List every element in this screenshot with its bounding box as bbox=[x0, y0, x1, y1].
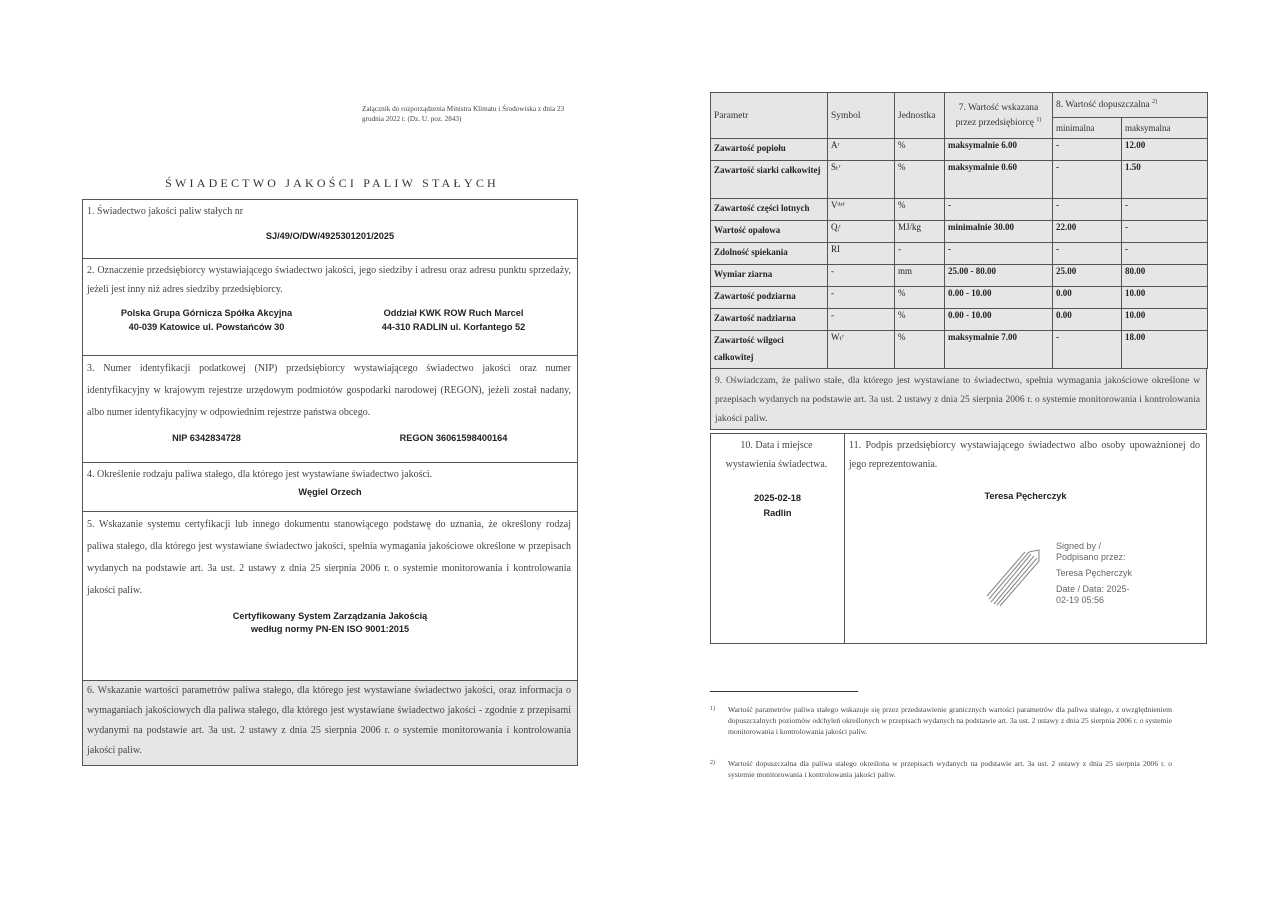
min-value-cell: 25.00 bbox=[1053, 265, 1122, 287]
header-indicated-value: 7. Wartość wskazana przez przedsiębiorcę $^{1)}$ bbox=[945, 93, 1053, 139]
fuel-type: Węgiel Orzech bbox=[298, 487, 362, 497]
max-value-cell: - bbox=[1122, 199, 1208, 221]
section-1-certificate-number bbox=[82, 199, 578, 259]
table-row bbox=[711, 161, 1208, 199]
param-cell: Zdolność spiekania bbox=[711, 243, 828, 265]
section-9-declaration bbox=[710, 368, 1207, 430]
section-2-heading: 2. Oznaczenie przedsiębiorcy wystawiającego świadectwo jakości, jego siedziby i adresu oraz adresu punktu sprzedaży, jeżeli jest inny niż adres siedziby przedsiębiorcy. bbox=[87, 265, 571, 295]
header-unit: Jednostka bbox=[895, 93, 945, 139]
max-value-cell: 10.00 bbox=[1122, 287, 1208, 309]
table-row bbox=[711, 309, 1208, 331]
param-cell: Wartość opałowa bbox=[711, 221, 828, 243]
table-row bbox=[711, 139, 1208, 161]
certification-standard: według normy PN-EN ISO 9001:2015 bbox=[250, 624, 410, 634]
min-value-cell: 0.00 bbox=[1053, 309, 1122, 331]
section-11-heading: 11. Podpis przedsiębiorcy wystawiającego świadectwo albo osoby upoważnionej do jego reprezentowania. bbox=[849, 440, 1200, 470]
indicated-value-cell: 0.00 - 10.00 bbox=[945, 309, 1053, 331]
min-value-cell: 0.00 bbox=[1053, 287, 1122, 309]
table-row bbox=[711, 331, 1208, 369]
header-max: maksymalna bbox=[1122, 118, 1208, 139]
param-cell: Zawartość siarki całkowitej bbox=[711, 161, 828, 199]
indicated-value-cell: maksymalnie 7.00 bbox=[945, 331, 1053, 369]
section-10-date-place bbox=[710, 433, 845, 644]
footnote-1: 1) Wartość parametrów paliwa stałego wskazuje się przez przedstawienie granicznych wartości parametrów dla paliwa stałego, z uwzględnieniem dopuszczalnych poziomów odchyleń określonych w przepisach wydanych na podstawie art. 3a ust. 2 ustawy z dnia 25 sierpnia 2006 r. o systemie monitorowania i kontrolowania jakości paliw. bbox=[710, 705, 1172, 737]
unit-cell: % bbox=[895, 161, 945, 199]
unit-cell: mm bbox=[895, 265, 945, 287]
table-row bbox=[711, 199, 1208, 221]
param-cell: Zawartość podziarna bbox=[711, 287, 828, 309]
max-value-cell: 80.00 bbox=[1122, 265, 1208, 287]
symbol-cell: - bbox=[828, 265, 895, 287]
table-row bbox=[711, 243, 1208, 265]
max-value-cell: 12.00 bbox=[1122, 139, 1208, 161]
section-10-heading: 10. Data i miejsce wystawienia świadectwa. bbox=[725, 440, 828, 470]
unit-cell: MJ/kg bbox=[895, 221, 945, 243]
header-parameter: Parametr bbox=[711, 93, 828, 139]
symbol-cell: - bbox=[828, 309, 895, 331]
issuer-addresses bbox=[83, 306, 577, 334]
symbol-cell: RI bbox=[828, 243, 895, 265]
max-value-cell: 10.00 bbox=[1122, 309, 1208, 331]
symbol-cell: Qᵢʳ bbox=[828, 221, 895, 243]
section-5-heading: 5. Wskazanie systemu certyfikacji lub innego dokumentu stanowiącego podstawę do uznania, że określony rodzaj paliwa stałego, dla którego jest wystawiane świadectwo jakości, spełnia wymagania jakościowe określone w przepisach wydanych na podstawie art. 3a ust. 2 ustawy z dnia 25 sierpnia 2006 r. o systemie monitorowania i kontrolowania jakości paliw. bbox=[87, 519, 571, 596]
regon-number: REGON 36061598400164 bbox=[399, 433, 508, 443]
table-header-row bbox=[711, 93, 1208, 118]
min-value-cell: - bbox=[1053, 243, 1122, 265]
max-value-cell: 1.50 bbox=[1122, 161, 1208, 199]
indicated-value-cell: 0.00 - 10.00 bbox=[945, 287, 1053, 309]
unit-cell: % bbox=[895, 331, 945, 369]
declaration-text: 9. Oświadczam, że paliwo stałe, dla którego jest wystawiane to świadectwo, spełnia wymagania jakościowe określone w przepisach wydanych na podstawie art. 3a ust. 2 ustawy z dnia 25 sierpnia 2006 r. o systemie monitorowania i kontrolowania jakości paliw. bbox=[715, 375, 1200, 424]
section-11-signature bbox=[844, 433, 1207, 644]
digital-signature-stamp: Signed by / Podpisano przez: Teresa Pęcherczyk Date / Data: 2025- 02-19 05:56 bbox=[1056, 541, 1133, 605]
header-allowed-value: 8. Wartość dopuszczalna $^{2)}$ bbox=[1053, 93, 1208, 118]
symbol-cell: Sₜʳ bbox=[828, 161, 895, 199]
parameters-table bbox=[710, 92, 1208, 369]
symbol-cell: - bbox=[828, 287, 895, 309]
issuer-branch-name: Oddział KWK ROW Ruch Marcel bbox=[383, 308, 524, 318]
unit-cell: % bbox=[895, 287, 945, 309]
indicated-value-cell: - bbox=[945, 199, 1053, 221]
param-cell: Wymiar ziarna bbox=[711, 265, 828, 287]
min-value-cell: 22.00 bbox=[1053, 221, 1122, 243]
issuer-branch-address: 44-310 RADLIN ul. Korfantego 52 bbox=[381, 322, 526, 332]
signatory-name: Teresa Pęcherczyk bbox=[984, 491, 1067, 501]
document-title: ŚWIADECTWO JAKOŚCI PALIW STAŁYCH bbox=[165, 176, 499, 190]
header-min: minimalna bbox=[1053, 118, 1122, 139]
section-6-parameters bbox=[82, 680, 578, 766]
symbol-cell: Aʳ bbox=[828, 139, 895, 161]
unit-cell: % bbox=[895, 199, 945, 221]
section-6-heading: 6. Wskazanie wartości parametrów paliwa stałego, dla którego jest wystawiane świadectwo jakości, oraz informacja o wymaganiach jakościowych dla paliwa stałego, dla którego jest wystawiane świadectwo jakości - zgodnie z przepisami wydanymi na podstawie art. 3a ust. 2 ustawy z dnia 25 sierpnia 2006 r. o systemie monitorowania i kontrolowania jakości paliw. bbox=[87, 685, 571, 756]
tax-id-values bbox=[83, 431, 577, 445]
issuer-company-name: Polska Grupa Górnicza Spółka Akcyjna bbox=[120, 308, 293, 318]
header-symbol: Symbol bbox=[828, 93, 895, 139]
min-value-cell: - bbox=[1053, 161, 1122, 199]
section-1-heading: 1. Świadectwo jakości paliw stałych nr bbox=[87, 206, 244, 217]
table-row bbox=[711, 221, 1208, 243]
min-value-cell: - bbox=[1053, 331, 1122, 369]
certificate-number: SJ/49/O/DW/4925301201/2025 bbox=[265, 231, 395, 241]
section-3-tax-ids bbox=[82, 355, 578, 463]
unit-cell: - bbox=[895, 243, 945, 265]
footnote-2: 2) Wartość dopuszczalna dla paliwa stałego określona w przepisach wydanych na podstawie art. 3a ust. 2 ustawy z dnia 25 sierpnia 2006 r. o systemie monitorowania i kontrolowania jakości paliw. bbox=[710, 759, 1172, 780]
unit-cell: % bbox=[895, 309, 945, 331]
unit-cell: % bbox=[895, 139, 945, 161]
issue-date: 2025-02-18 bbox=[754, 493, 801, 503]
section-5-certification bbox=[82, 511, 578, 681]
indicated-value-cell: minimalnie 30.00 bbox=[945, 221, 1053, 243]
max-value-cell: 18.00 bbox=[1122, 331, 1208, 369]
footnote-separator bbox=[710, 691, 858, 692]
issue-place: Radlin bbox=[763, 508, 792, 518]
section-4-fuel-type bbox=[82, 462, 578, 512]
annex-note: Załącznik do rozporządzenia Ministra Klimatu i Środowiska z dnia 23 grudnia 2022 r. (Dz. U. poz. 2843) bbox=[362, 105, 565, 123]
symbol-cell: Wₜʳ bbox=[828, 331, 895, 369]
param-cell: Zawartość popiołu bbox=[711, 139, 828, 161]
max-value-cell: - bbox=[1122, 221, 1208, 243]
signature-pen-icon bbox=[985, 546, 1047, 608]
indicated-value-cell: 25.00 - 80.00 bbox=[945, 265, 1053, 287]
indicated-value-cell: maksymalnie 0.60 bbox=[945, 161, 1053, 199]
indicated-value-cell: maksymalnie 6.00 bbox=[945, 139, 1053, 161]
symbol-cell: Vᵈᵃᶠ bbox=[828, 199, 895, 221]
section-3-heading: 3. Numer identyfikacji podatkowej (NIP) przedsiębiorcy wystawiającego świadectwo jakości oraz numer identyfikacyjny w krajowym rejestrze urzędowym podmiotów gospodarki narodowej (REGON), jeżeli został nadany, albo numer identyfikacyjny w odpowiednim rejestrze państwa obcego. bbox=[87, 363, 571, 418]
min-value-cell: - bbox=[1053, 199, 1122, 221]
indicated-value-cell: - bbox=[945, 243, 1053, 265]
certification-system: Certyfikowany System Zarządzania Jakością bbox=[232, 611, 428, 621]
param-cell: Zawartość wilgoci całkowitej bbox=[711, 331, 828, 369]
table-body bbox=[711, 139, 1208, 369]
table-row bbox=[711, 287, 1208, 309]
issuer-company-address: 40-039 Katowice ul. Powstańców 30 bbox=[128, 322, 285, 332]
table-row bbox=[711, 265, 1208, 287]
param-cell: Zawartość nadziarna bbox=[711, 309, 828, 331]
param-cell: Zawartość części lotnych bbox=[711, 199, 828, 221]
section-4-heading: 4. Określenie rodzaju paliwa stałego, dla którego jest wystawiane świadectwo jakości. bbox=[87, 469, 433, 480]
min-value-cell: - bbox=[1053, 139, 1122, 161]
max-value-cell: - bbox=[1122, 243, 1208, 265]
nip-number: NIP 6342834728 bbox=[172, 433, 241, 443]
section-2-issuer bbox=[82, 258, 578, 356]
